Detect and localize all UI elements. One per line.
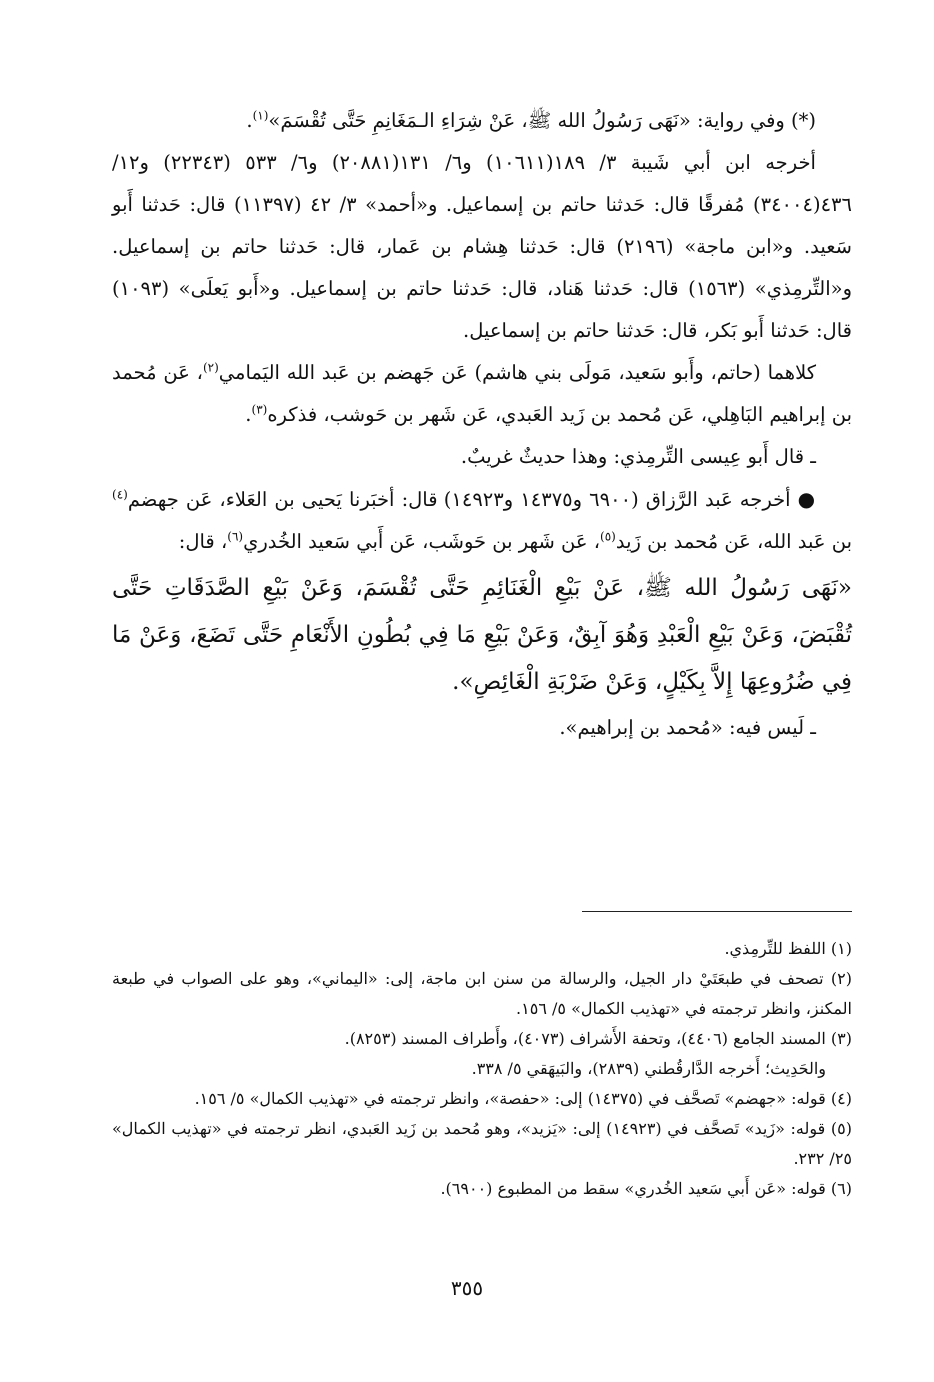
hadith-note: ـ لَيس فيه: «مُحمد بن إبراهيم».: [559, 716, 816, 739]
hadith-text: «نَهَى رَسُولُ الله ﷺ، عَنْ بَيْعِ الْغَنَائِمِ حَتَّى تُقْسَمَ، وَعَنْ بَيْعِ الصَّدَقَاتِ حَتَّى تُقْبَضَ، وَعَنْ بَيْعِ الْعَبْدِ وَهُوَ آبِقٌ، وَعَنْ بَيْعِ مَا فِي بُطُونِ الأَنْعَامِ حَتَّى تَضَعَ، وَعَنْ مَا فِي ضُرُوعِهَا إِلاَّ بِكَيْلٍ، وَعَنْ ضَرْبَةِ الْغَائِصِ».: [112, 575, 852, 695]
chain-text-b: ، عَن مُحمد بن إبراهيم البَاهِلي، عَن مُحمد بن زَيد العَبدي، عَن شَهر بن حَوشب، فذكره: [112, 361, 852, 426]
footnote-1: (١) اللفظ للتِّرمِذي.: [724, 939, 852, 958]
footnote-ref-5[interactable]: (٥): [600, 529, 616, 544]
footnote-3: (٣) المسند الجامع (٤٤٠٦)، وتحفة الأَشراف (٤٠٧٣)، وأَطراف المسند (٨٢٥٣).: [344, 1029, 852, 1048]
main-text: [112, 100, 852, 563]
abdurrazzaq-text-a: أخرجه عَبد الرَّزاق (٦٩٠٠ و١٤٣٧٥ و١٤٩٢٣) قال: أخبَرنا يَحيى بن العَلاء، عَن جهضم: [127, 488, 798, 511]
footnote-4: (٤) قوله: «جهضم» تَصحَّف في (١٤٣٧٥) إلى: «حفصة»، وانظر ترجمته في «تهذيب الكمال» ٥/ ١٥٦.: [194, 1089, 852, 1108]
period: .: [246, 109, 253, 132]
abdurrazzaq-text-d: ، قال:: [178, 530, 228, 553]
footnote-ref-6[interactable]: (٦): [227, 529, 244, 544]
abdurrazzaq-text-b: بن عَبد الله، عَن مُحمد بن زَيد: [615, 530, 852, 553]
period: .: [245, 403, 252, 426]
page-body: [112, 100, 852, 748]
footnote-ref-4[interactable]: (٤): [112, 487, 128, 502]
footnote-ref-1[interactable]: (١): [252, 108, 269, 123]
paragraph-tirmidhi-comment: ـ قال أَبو عِيسى التِّرمِذي: وهذا حديثٌ غريبٌ.: [460, 445, 816, 468]
hadith-quote-block: [112, 565, 852, 748]
footnote-divider: [582, 911, 852, 912]
paragraph-variant-narration: [112, 100, 852, 142]
paragraph-abdurrazzaq: [112, 478, 852, 563]
bullet-icon: ●: [797, 487, 816, 511]
variant-narration-text: (*) وفي رواية: «نَهَى رَسُولُ الله ﷺ، عَنْ شِرَاءِ الـمَغَانِمِ حَتَّى تُقْسَمَ»: [268, 109, 816, 132]
chain-text-a: كلاهما (حاتم، وأَبو سَعيد، مَولَى بني هاشم) عَن جَهضم بن عَبد الله اليَمامي: [218, 361, 816, 384]
footnote-2: (٢) تصحف في طبعَتَيْ دار الجيل، والرسالة من سنن ابن ماجة، إلى: «اليماني»، وهو على الصواب في طبعة المكنز، وانظر ترجمته في «تهذيب الكمال» ٥/ ١٥٦.: [112, 969, 852, 1018]
footnote-ref-2[interactable]: (٢): [202, 360, 219, 375]
footnote-ref-3[interactable]: (٣): [251, 402, 268, 417]
footnotes: [112, 934, 852, 1204]
page-number: ٣٥٥: [450, 1276, 484, 1300]
paragraph-chain: [112, 352, 852, 436]
footnote-5: (٥) قوله: «زَيد» تَصحَّف في (١٤٩٢٣) إلى: «يَزيد»، وهو مُحمد بن زَيد العَبدي، انظر ترجمته في «تهذيب الكمال» ٢٥/ ٢٣٢.: [112, 1119, 853, 1168]
abdurrazzaq-text-c: ، عَن شَهر بن حَوشَب، عَن أَبي سَعيد الخُدري: [243, 530, 601, 553]
paragraph-takhrij: أخرجه ابن أبي شَيبة ٣/ ١٨٩(١٠٦١١) و٦/ ١٣١(٢٠٨٨١) و٦/ ٥٣٣ (٢٢٣٤٣) و١٢/ ٤٣٦(٣٤٠٠٤) مُفرقًا قال: حَدثنا حاتم بن إسماعيل. و«أحمد» ٣/ ٤٢ (١١٣٩٧) قال: حَدثنا أَبو سَعيد. و«ابن ماجة» (٢١٩٦) قال: حَدثنا هِشام بن عَمار، قال: حَدثنا حاتم بن إسماعيل. و«التِّرمِذي» (١٥٦٣) قال: حَدثنا هَناد، قال: حَدثنا حاتم بن إسماعيل. و«أَبو يَعلَى» (١٠٩٣) قال: حَدثنا أَبو بَكر، قال: حَدثنا حاتم بن إسماعيل.: [112, 151, 852, 342]
footnote-3-continuation: والحَدِيث؛ أَخرجه الدَّارقُطني (٢٨٣٩)، والبَيهَقي ٥/ ٣٣٨.: [471, 1059, 826, 1078]
footnote-6: (٦) قوله: «عَن أَبي سَعيد الخُدري» سقط من المطبوع (٦٩٠٠).: [440, 1179, 852, 1198]
